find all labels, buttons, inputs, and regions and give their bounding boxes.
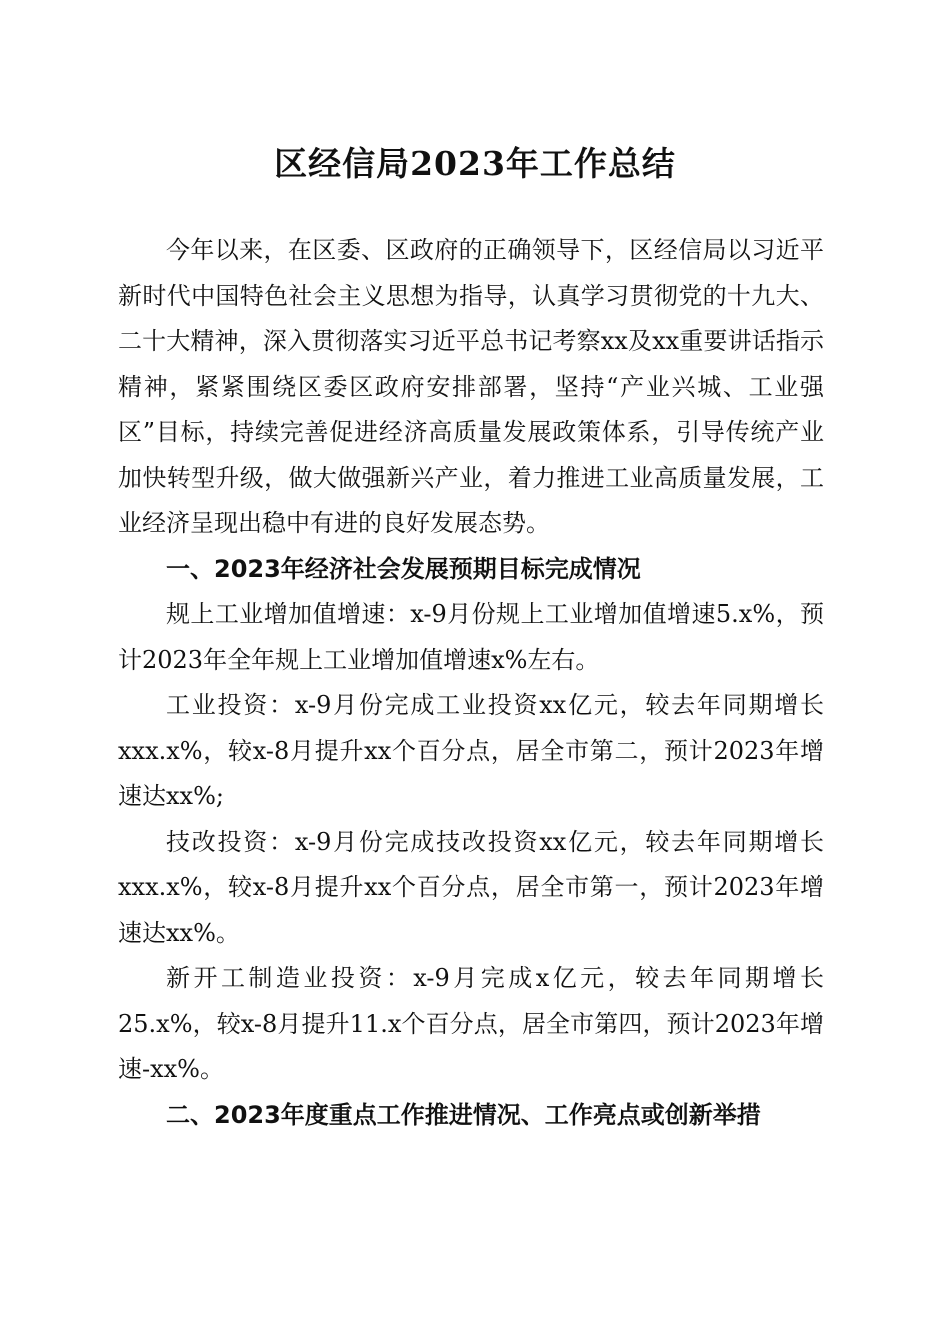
value-added-paragraph: 规上工业增加值增速：x-9月份规上工业增加值增速5.x%，预计2023年全年规上工业增加值增速x%左右。 bbox=[118, 600, 824, 674]
section-heading-2: 二、2023年度重点工作推进情况、工作亮点或创新举措 bbox=[166, 1100, 761, 1129]
manufacturing-investment-paragraph: 新开工制造业投资：x-9月完成x亿元，较去年同期增长25.x%，较x-8月提升11.x个百分点，居全市第四，预计2023年增速-xx%。 bbox=[118, 964, 824, 1083]
document-title: 区经信局2023年工作总结 bbox=[274, 144, 676, 183]
document-body bbox=[118, 228, 824, 1138]
section-heading-1: 一、2023年经济社会发展预期目标完成情况 bbox=[166, 554, 641, 583]
tech-investment-paragraph: 技改投资：x-9月份完成技改投资xx亿元，较去年同期增长xxx.x%，较x-8月提升xx个百分点，居全市第一，预计2023年增速达xx%。 bbox=[118, 827, 824, 947]
industrial-investment-paragraph: 工业投资：x-9月份完成工业投资xx亿元，较去年同期增长xxx.x%，较x-8月提升xx个百分点，居全市第二，预计2023年增速达xx%; bbox=[118, 691, 824, 810]
intro-paragraph: 今年以来，在区委、区政府的正确领导下，区经信局以习近平新时代中国特色社会主义思想为指导，认真学习贯彻党的十九大、二十大精神，深入贯彻落实习近平总书记考察xx及xx重要讲话指示精神，紧紧围绕区委区政府安排部署，坚持“产业兴城、工业强区”目标，持续完善促进经济高质量发展政策体系，引导传统产业加快转型升级，做大做强新兴产业，着力推进工业高质量发展，工业经济呈现出稳中有进的良好发展态势。 bbox=[118, 236, 824, 537]
